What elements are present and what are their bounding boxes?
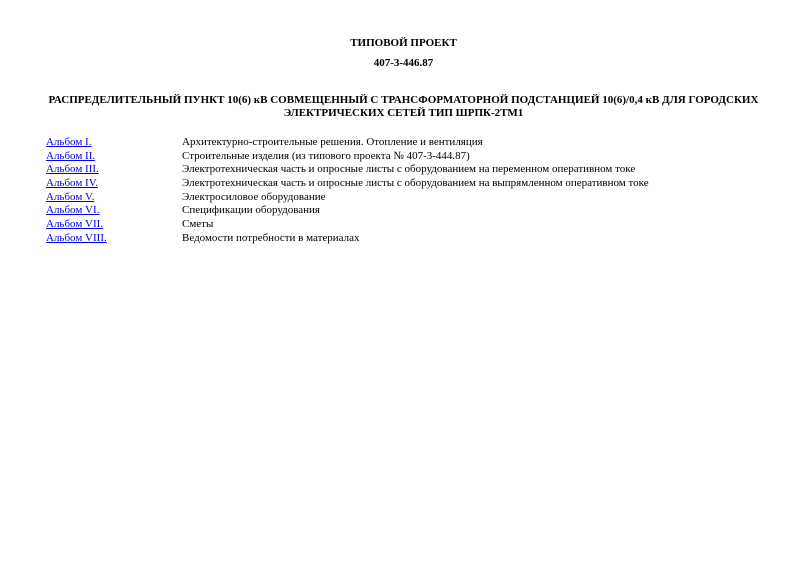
list-item (46, 177, 766, 191)
album-description: Архитектурно-строительные решения. Отопление и вентиляция (182, 136, 483, 148)
album-link[interactable]: Альбом VII. (46, 218, 104, 231)
list-item (46, 150, 766, 164)
album-link[interactable]: Альбом VI. (46, 204, 100, 217)
album-link[interactable]: Альбом V. (46, 190, 95, 203)
album-link[interactable]: Альбом I. (46, 136, 92, 148)
list-item (46, 191, 766, 205)
list-item (46, 218, 766, 232)
album-description: Строительные изделия (из типового проекта № 407-3-444.87) (182, 149, 470, 162)
album-description: Спецификации оборудования (182, 204, 320, 217)
project-heading: РАСПРЕДЕЛИТЕЛЬНЫЙ ПУНКТ 10(6) кВ СОВМЕЩЕННЫЙ С ТРАНСФОРМАТОРНОЙ ПОДСТАНЦИЕЙ 10(6)/0,4 кВ ДЛЯ ГОРОДСКИХ ЭЛЕКТРИЧЕСКИХ СЕТЕЙ ТИП ШРПК-2ТМ1 (48, 94, 759, 119)
album-link[interactable]: Альбом VIII. (46, 231, 107, 244)
list-item (46, 204, 766, 218)
list-item (46, 136, 766, 150)
album-description: Электротехническая часть и опросные листы с оборудованием на переменном оперативном токе (182, 163, 636, 176)
album-description: Электросиловое оборудование (182, 190, 326, 203)
list-item (46, 163, 766, 177)
list-item (46, 232, 766, 246)
album-description: Электротехническая часть и опросные листы с оборудованием на выпрямленном оперативном токе (182, 177, 649, 190)
album-link[interactable]: Альбом III. (46, 163, 99, 176)
album-list (46, 136, 766, 246)
document-title: ТИПОВОЙ ПРОЕКТ (350, 37, 457, 49)
album-link[interactable]: Альбом IV. (46, 177, 98, 190)
project-number: 407-3-446.87 (373, 57, 434, 69)
album-link[interactable]: Альбом II. (46, 149, 96, 162)
album-description: Сметы (182, 218, 214, 231)
album-description: Ведомости потребности в материалах (182, 231, 360, 244)
